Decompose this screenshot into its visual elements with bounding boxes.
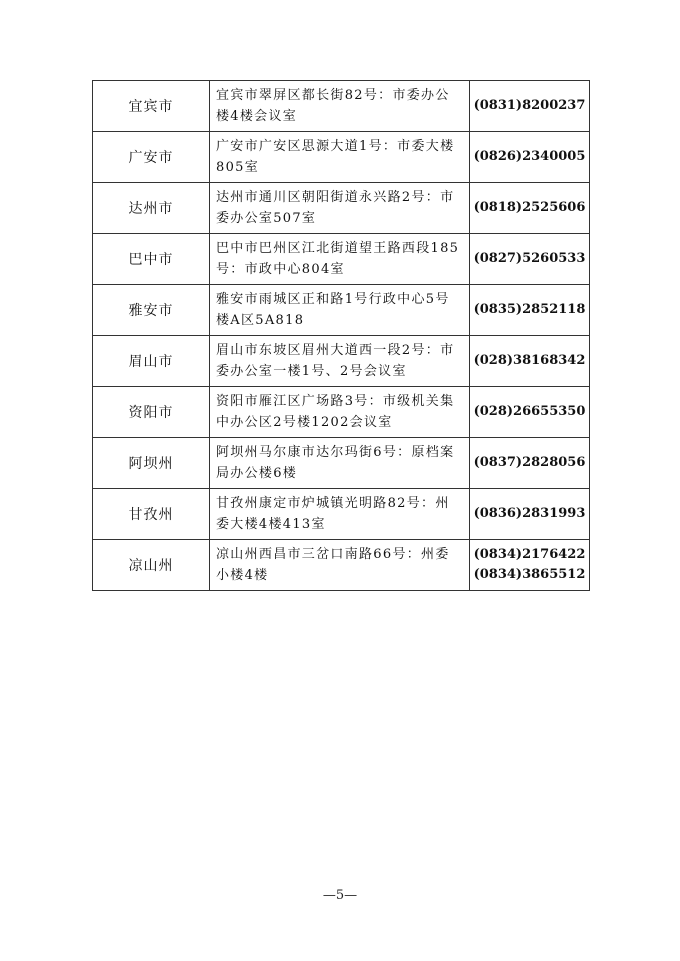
- address-cell: 凉山州西昌市三岔口南路66号：州委小楼4楼: [210, 540, 470, 591]
- page-number: —5—: [322, 888, 358, 903]
- city-cell: 雅安市: [93, 285, 210, 336]
- phone-cell: [470, 540, 590, 591]
- table-row: [93, 81, 590, 132]
- address-cell: 宜宾市翠屏区都长街82号：市委办公楼4楼会议室: [210, 81, 470, 132]
- table-row: [93, 336, 590, 387]
- city-cell: 甘孜州: [93, 489, 210, 540]
- phone-cell: [470, 387, 590, 438]
- city-cell: 凉山州: [93, 540, 210, 591]
- address-cell: 资阳市雁江区广场路3号：市级机关集中办公区2号楼1202会议室: [210, 387, 470, 438]
- city-cell: 阿坝州: [93, 438, 210, 489]
- table-row: [93, 183, 590, 234]
- table-row: [93, 489, 590, 540]
- phone-number: (028)38168342: [473, 353, 586, 368]
- phone-cell: [470, 132, 590, 183]
- phone-cell: [470, 438, 590, 489]
- table-row: [93, 234, 590, 285]
- city-cell: 眉山市: [93, 336, 210, 387]
- phone-number: (0834)3865512: [473, 567, 586, 582]
- phone-cell: [470, 81, 590, 132]
- address-table: [92, 80, 590, 591]
- phone-number: (028)26655350: [473, 404, 586, 419]
- phone-cell: [470, 234, 590, 285]
- city-cell: 资阳市: [93, 387, 210, 438]
- table-row: [93, 540, 590, 591]
- address-cell: 甘孜州康定市炉城镇光明路82号：州委大楼4楼413室: [210, 489, 470, 540]
- address-cell: 巴中市巴州区江北街道望王路西段185号：市政中心804室: [210, 234, 470, 285]
- phone-number: (0834)2176422: [473, 547, 586, 562]
- phone-number: (0827)5260533: [473, 251, 586, 266]
- phone-cell: [470, 183, 590, 234]
- phone-number: (0826)2340005: [473, 149, 586, 164]
- table-row: [93, 387, 590, 438]
- phone-cell: [470, 285, 590, 336]
- phone-number: (0835)2852118: [473, 302, 586, 317]
- phone-number: (0818)2525606: [473, 200, 586, 215]
- address-cell: 广安市广安区思源大道1号：市委大楼805室: [210, 132, 470, 183]
- phone-cell: [470, 336, 590, 387]
- table-row: [93, 132, 590, 183]
- city-cell: 巴中市: [93, 234, 210, 285]
- city-cell: 广安市: [93, 132, 210, 183]
- city-cell: 达州市: [93, 183, 210, 234]
- address-cell: 阿坝州马尔康市达尔玛街6号：原档案局办公楼6楼: [210, 438, 470, 489]
- address-cell: 眉山市东坡区眉州大道西一段2号：市委办公室一楼1号、2号会议室: [210, 336, 470, 387]
- phone-number: (0837)2828056: [473, 455, 586, 470]
- phone-number: (0836)2831993: [473, 506, 586, 521]
- address-cell: 雅安市雨城区正和路1号行政中心5号楼A区5A818: [210, 285, 470, 336]
- phone-number: (0831)8200237: [473, 98, 586, 113]
- phone-cell: [470, 489, 590, 540]
- table-row: [93, 285, 590, 336]
- city-cell: 宜宾市: [93, 81, 210, 132]
- table-row: [93, 438, 590, 489]
- address-cell: 达州市通川区朝阳街道永兴路2号：市委办公室507室: [210, 183, 470, 234]
